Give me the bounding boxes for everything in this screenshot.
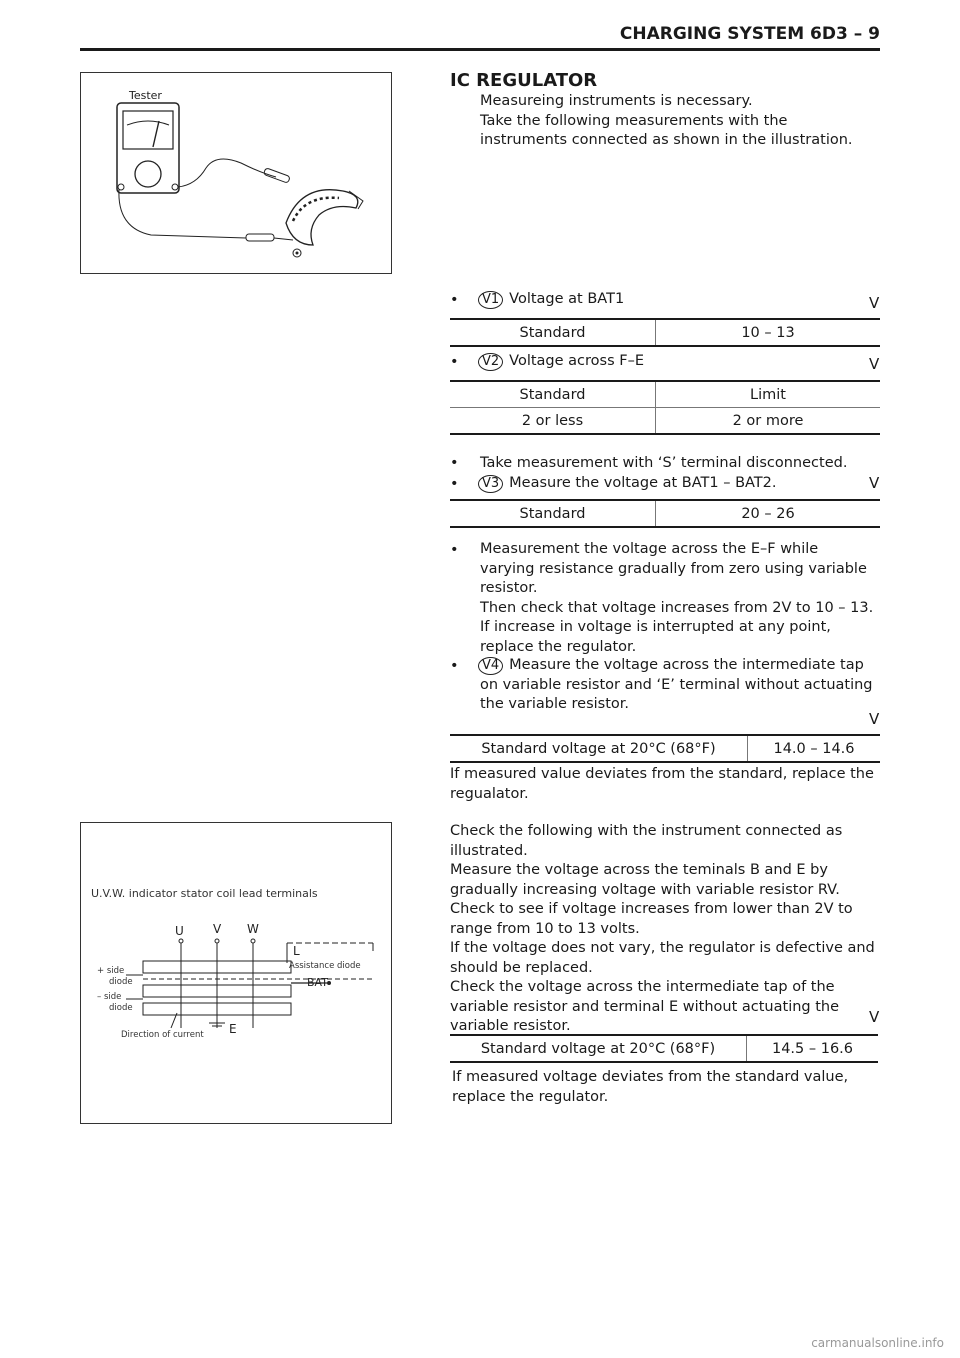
terminal-e: E <box>229 1022 237 1036</box>
tester-lead-black <box>119 189 246 238</box>
tester-scale <box>127 121 169 125</box>
v3-text: V3 Measure the voltage at BAT1 – BAT2. <box>478 475 777 493</box>
v2-marker: V2 <box>478 353 503 371</box>
deviate-note-2: If measured voltage deviates from the standard value, replace the regulator. <box>452 1069 849 1105</box>
header-rule <box>80 48 880 51</box>
tester-lead-red <box>178 159 276 187</box>
table5 <box>450 1034 878 1063</box>
v4-item: • <box>450 658 459 674</box>
v2-table <box>450 380 880 435</box>
circuit-figure <box>80 822 392 1124</box>
tester-terminal-right <box>172 184 178 190</box>
plus-diode-label: diode <box>109 977 133 987</box>
intro-text: Measureing instruments is necessary. Take the following measurements with the instruments connected as shown in the illustration. <box>480 93 853 148</box>
v4-marker: V4 <box>478 657 503 675</box>
regulator-bolt-center <box>296 252 299 255</box>
plus-side-label: + side <box>97 966 125 976</box>
page-header: CHARGING SYSTEM 6D3 – 9 <box>619 24 880 44</box>
v3-standard-label: Standard <box>450 500 656 527</box>
v2-item: • <box>450 354 459 370</box>
probe-2 <box>246 234 274 241</box>
check-unit: V <box>869 1008 880 1026</box>
terminal-w: W <box>247 922 259 936</box>
v4-standard-value: 14.0 – 14.6 <box>748 735 881 762</box>
tester-needle <box>153 121 159 147</box>
s-note-bullet: • <box>450 455 459 471</box>
v1-standard-value: 10 – 13 <box>656 319 881 346</box>
s-terminal-note: Take measurement with ‘S’ terminal disconnected. <box>480 455 848 471</box>
deviate-note-1: If measured value deviates from the standard, replace the regualator. <box>450 766 874 802</box>
minus-side-label: – side <box>97 992 122 1002</box>
terminal-w-dot <box>251 939 255 943</box>
terminal-v: V <box>213 922 222 936</box>
v2-limit-label: Limit <box>656 381 881 408</box>
v3-table <box>450 499 880 528</box>
v3-standard-value: 20 – 26 <box>656 500 881 527</box>
terminal-u-dot <box>179 939 183 943</box>
terminal-v-dot <box>215 939 219 943</box>
v2-standard-value: 2 or less <box>450 408 656 435</box>
v1-item: • <box>450 292 459 308</box>
v4-text: V4 Measure the voltage across the intermediate tap on variable resistor and ‘E’ terminal without actuating the variable resistor. <box>480 657 873 712</box>
v3-item: • <box>450 476 459 492</box>
v1-unit: V <box>869 294 880 312</box>
v1-table <box>450 318 880 347</box>
v2-standard-label: Standard <box>450 381 656 408</box>
probe-2-tip <box>274 238 293 240</box>
v1-marker: V1 <box>478 291 503 309</box>
terminal-u: U <box>175 924 184 938</box>
v4-standard-label: Standard voltage at 20°C (68°F) <box>450 735 748 762</box>
circuit-caption: U.V.W. indicator stator coil lead terminals <box>91 887 318 900</box>
ef-measurement-text: Measurement the voltage across the E–F while varying resistance gradually from zero using variable resistor. Then check that voltage increases from 2V to 10 – 13. If increase in voltage is interrupted at any point, replace the regulator. <box>480 541 874 655</box>
tester-body <box>117 103 179 193</box>
v3-marker: V3 <box>478 475 503 493</box>
assistance-diode-label: Assistance diode <box>289 961 361 971</box>
v1-standard-label: Standard <box>450 319 656 346</box>
v2-limit-value: 2 or more <box>656 408 881 435</box>
direction-label: Direction of current <box>121 1030 204 1040</box>
table5-standard-value: 14.5 – 16.6 <box>747 1035 879 1062</box>
ef-bullet: • <box>450 542 459 558</box>
v2-unit: V <box>869 355 880 373</box>
section-title: IC REGULATOR <box>450 70 598 91</box>
v4-table <box>450 734 880 763</box>
table5-standard-label: Standard voltage at 20°C (68°F) <box>450 1035 747 1062</box>
watermark: carmanualsonline.info <box>811 1336 944 1350</box>
minus-diode-label: diode <box>109 1003 133 1013</box>
v2-text: V2 Voltage across F–E <box>478 353 644 371</box>
tester-label: Tester <box>129 89 162 102</box>
tester-knob <box>135 161 161 187</box>
v4-unit: V <box>869 710 880 728</box>
tester-figure <box>80 72 392 274</box>
check-text: Check the following with the instrument connected as illustrated. Measure the voltage across the teminals B and E by gradually increasing voltage with variable resistor RV. Check to see if voltage increases from lower than 2V to range from 10 to 13 volts. If the voltage does not vary, the regulator is defective and should be replaced. Check the voltage across the intermediate tap of the variable resistor and terminal E without actuating the variable resistor. <box>450 823 875 1034</box>
v1-text: V1 Voltage at BAT1 <box>478 291 624 309</box>
v3-unit: V <box>869 474 880 492</box>
terminal-bat: BAT <box>307 976 328 989</box>
circuit-illustration <box>81 823 391 1123</box>
probe-1 <box>263 168 290 183</box>
tester-dial <box>123 111 173 149</box>
terminal-l: L <box>293 944 300 958</box>
tester-illustration <box>81 73 391 273</box>
